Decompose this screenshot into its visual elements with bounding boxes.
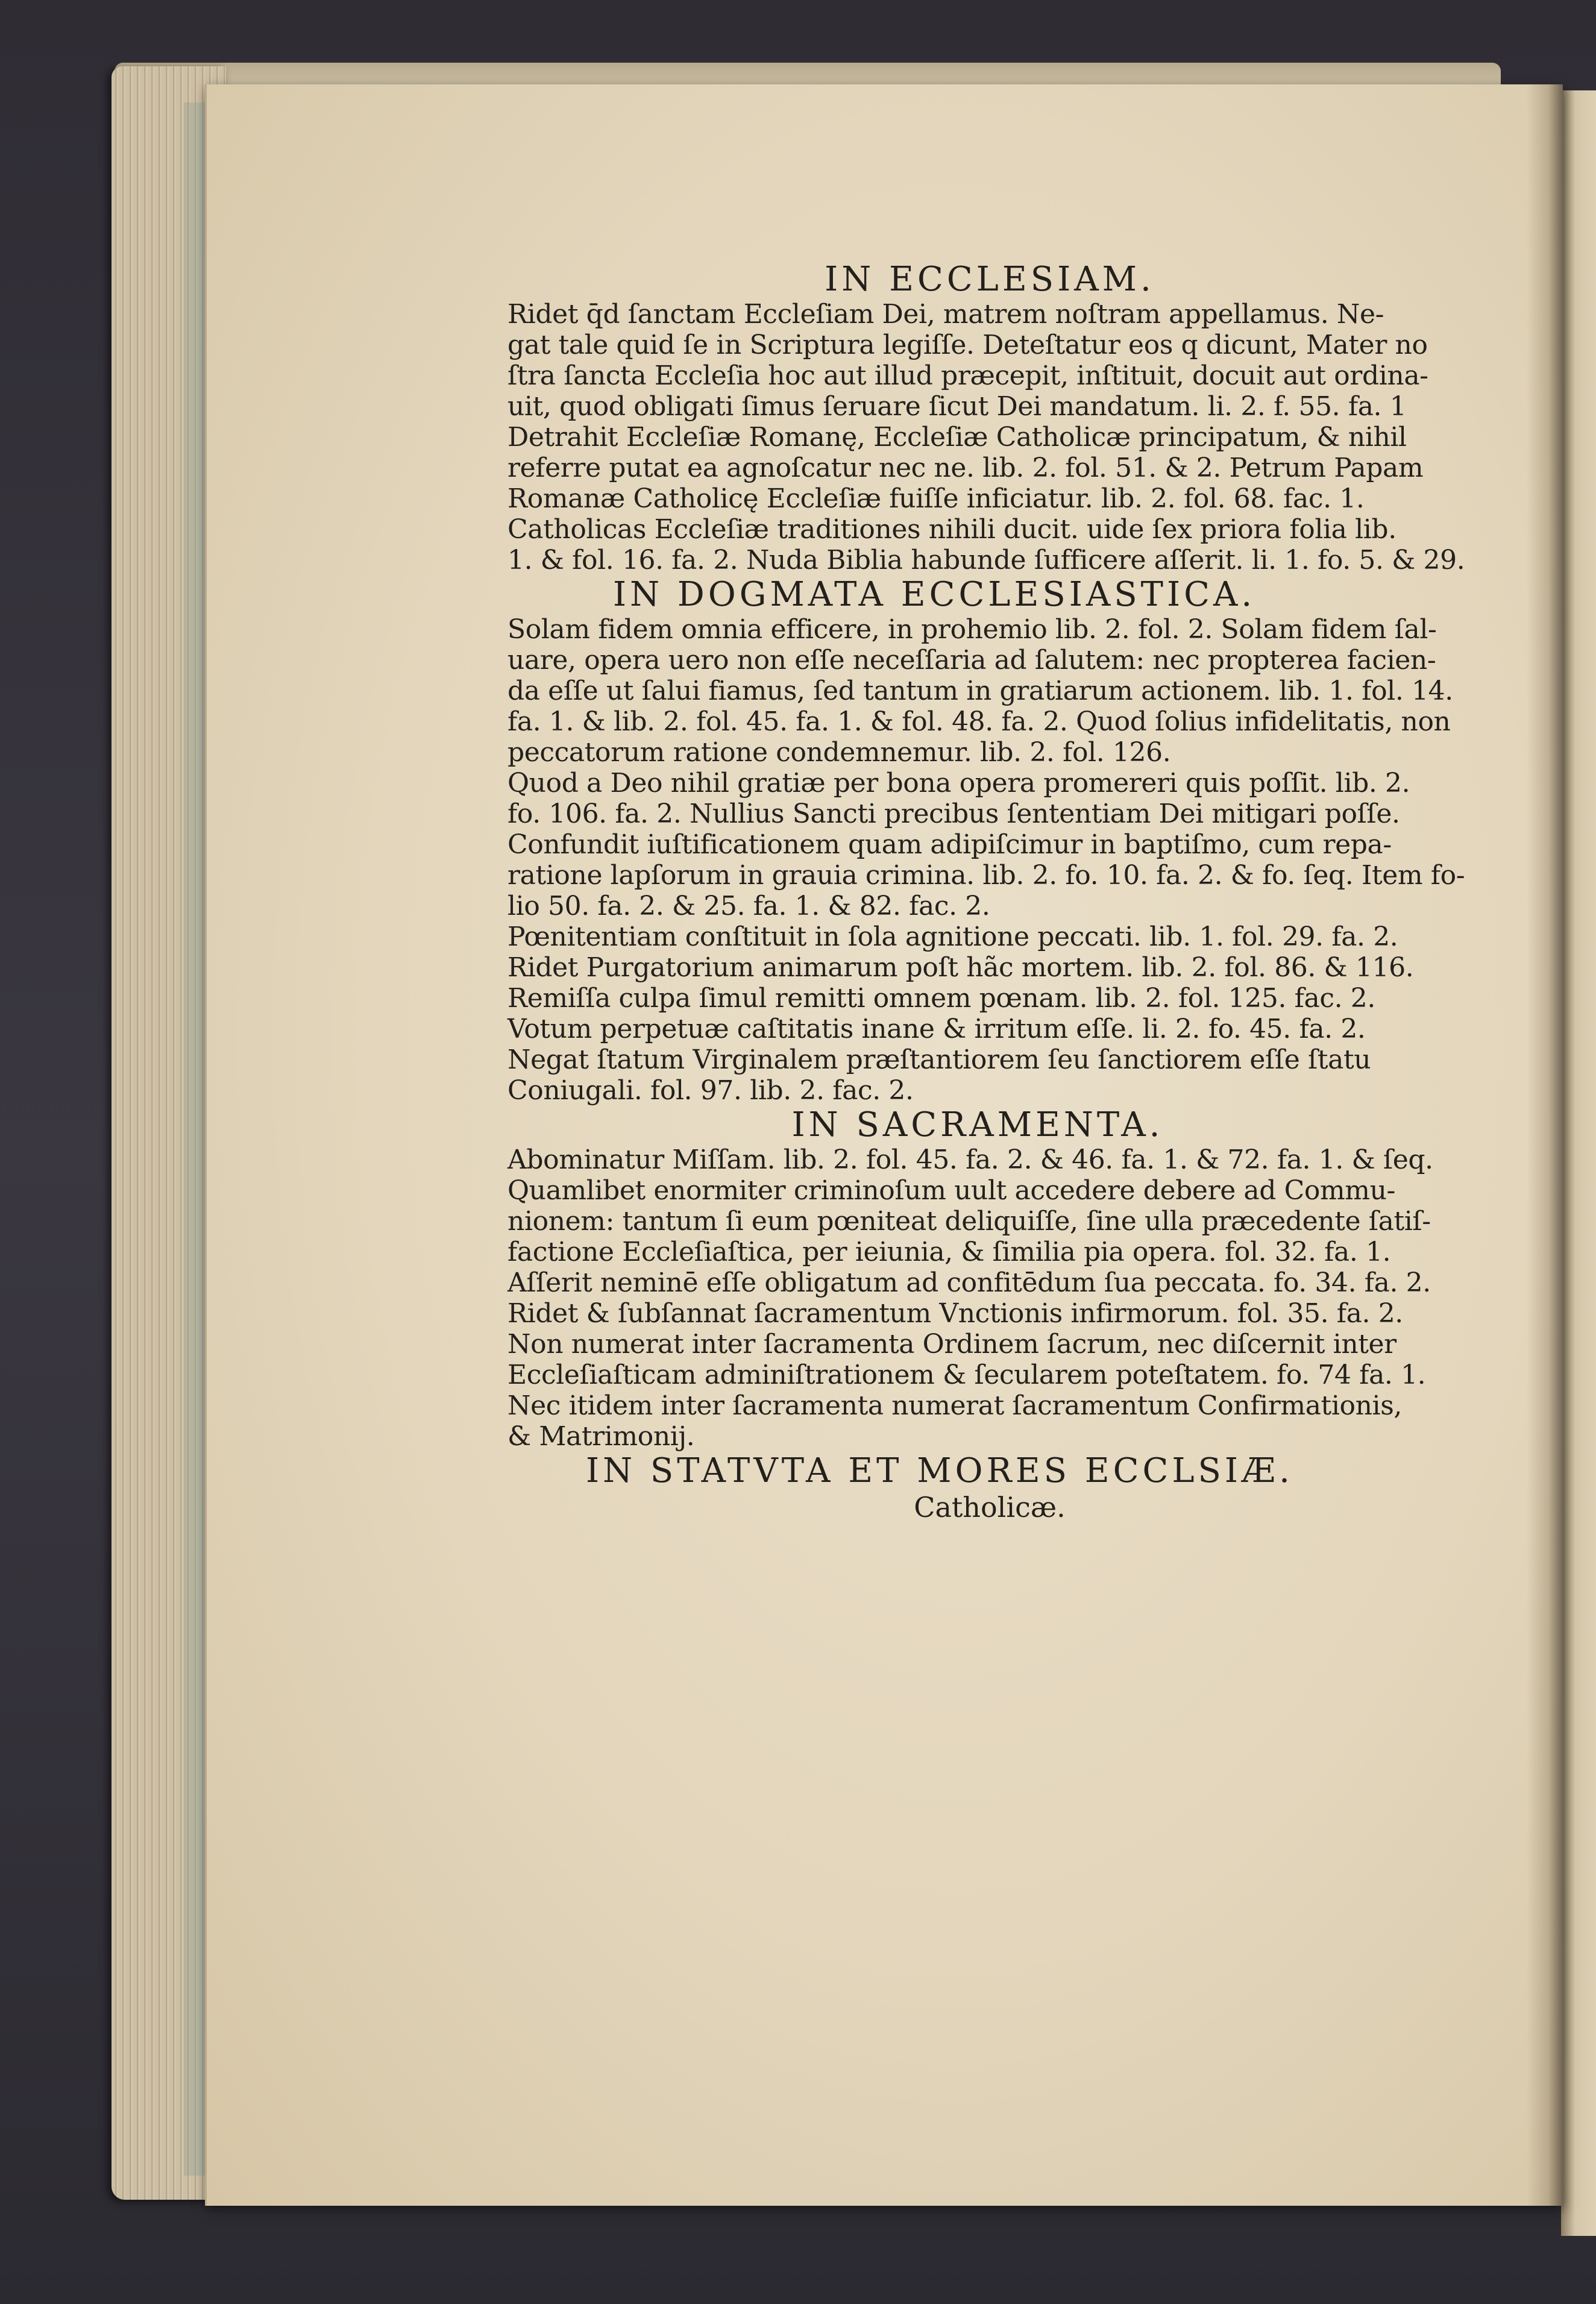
text-line: Ridet & ſubſannat ſacramentum Vnctionis infirmorum. fol. 35. fa. 2. [507, 1298, 1403, 1329]
text-line: referre putat ea agnoſcatur nec ne. lib. 2. fol. 51. & 2. Petrum Papam [507, 453, 1424, 483]
text-line: Negat ſtatum Virginalem præſtantiorem ſeu ſanctiorem eſſe ſtatu [507, 1044, 1371, 1075]
section-subheading: Catholicæ. [914, 1491, 1066, 1524]
text-line: Aſſerit neminē eſſe obligatum ad confitēdum ſua peccata. fo. 34. fa. 2. [507, 1267, 1431, 1298]
text-line: gat tale quid ſe in Scriptura legiſſe. Deteſtatur eos q dicunt, Mater no [507, 330, 1428, 360]
text-line: Ridet Purgatorium animarum poſt hãc mortem. lib. 2. fol. 86. & 116. [507, 952, 1414, 983]
facing-page-edge [1561, 90, 1596, 2236]
page-gutter-shadow [1527, 84, 1563, 2206]
text-line: Remiſſa culpa ſimul remitti omnem pœnam. lib. 2. fol. 125. fac. 2. [507, 983, 1375, 1014]
text-line: da eſſe ut ſalui fiamus, ſed tantum in gratiarum actionem. lib. 1. fol. 14. [507, 676, 1453, 706]
text-line: ſtra ſancta Eccleſia hoc aut illud præcepit, inſtituit, docuit aut ordina- [507, 360, 1428, 391]
text-block [507, 260, 1465, 1524]
text-line: nionem: tantum ſi eum pœniteat deliquiſſe, ſine ulla præcedente ſatiſ- [507, 1206, 1431, 1237]
text-line: Quod a Deo nihil gratiæ per bona opera promereri quis poſſit. lib. 2. [507, 768, 1410, 799]
section-heading-statuta: IN STATVTA ET MORES ECCLSIÆ. [586, 1451, 1293, 1490]
text-line: Quamlibet enormiter criminoſum uult accedere debere ad Commu- [507, 1175, 1396, 1206]
text-line: Romanæ Catholicę Eccleſiæ fuiſſe inficiatur. lib. 2. fol. 68. fac. 1. [507, 483, 1365, 514]
section-heading-ecclesiam: IN ECCLESIAM. [825, 260, 1155, 299]
text-line: Solam fidem omnia efficere, in prohemio lib. 2. fol. 2. Solam fidem ſal- [507, 614, 1437, 645]
text-line: Pœnitentiam conſtituit in ſola agnitione peccati. lib. 1. fol. 29. fa. 2. [507, 921, 1398, 952]
text-line: Detrahit Eccleſiæ Romanę, Eccleſiæ Catholicæ principatum, & nihil [507, 422, 1407, 453]
text-line: lio 50. fa. 2. & 25. fa. 1. & 82. fac. 2. [507, 891, 990, 921]
text-line: Ridet q̄d ſanctam Eccleſiam Dei, matrem noſtram appellamus. Ne- [507, 299, 1384, 330]
text-line: fo. 106. fa. 2. Nullius Sancti precibus ſententiam Dei mitigari poſſe. [507, 799, 1400, 829]
text-line: Coniugali. fol. 97. lib. 2. fac. 2. [507, 1075, 914, 1106]
text-line: factione Eccleſiaſtica, per ieiunia, & ſimilia pia opera. fol. 32. fa. 1. [507, 1237, 1391, 1267]
text-line: Non numerat inter ſacramenta Ordinem ſacrum, nec diſcernit inter [507, 1329, 1396, 1360]
text-line: fa. 1. & lib. 2. fol. 45. fa. 1. & fol. 48. fa. 2. Quod ſolius infidelitatis, non [507, 706, 1451, 737]
text-line: peccatorum ratione condemnemur. lib. 2. fol. 126. [507, 737, 1171, 768]
text-line: Eccleſiaſticam adminiſtrationem & ſecularem poteſtatem. fo. 74 fa. 1. [507, 1360, 1426, 1390]
text-line: ratione lapſorum in grauia crimina. lib. 2. fo. 10. fa. 2. & fo. ſeq. Item fo- [507, 860, 1465, 891]
text-line: uare, opera uero non eſſe neceſſaria ad ſalutem: nec propterea facien- [507, 645, 1436, 676]
text-line: Votum perpetuæ caſtitatis inane & irritum eſſe. li. 2. fo. 45. fa. 2. [507, 1014, 1366, 1044]
text-line: Catholicas Eccleſiæ traditiones nihili ducit. uide ſex priora folia lib. [507, 514, 1396, 545]
text-line: Confundit iuſtificationem quam adipiſcimur in baptiſmo, cum repa- [507, 829, 1392, 860]
section-heading-sacramenta: IN SACRAMENTA. [791, 1105, 1164, 1144]
text-line: Nec itidem inter ſacramenta numerat ſacramentum Confirmationis, [507, 1390, 1402, 1421]
text-line: Abominatur Miſſam. lib. 2. fol. 45. fa. 2. & 46. fa. 1. & 72. fa. 1. & ſeq. [507, 1144, 1433, 1175]
text-line: 1. & fol. 16. fa. 2. Nuda Biblia habunde ſufficere aſſerit. li. 1. fo. 5. & 29. [507, 545, 1465, 576]
text-line: uit, quod obligati ſimus ſeruare ſicut Dei mandatum. li. 2. f. 55. fa. 1 [507, 391, 1407, 422]
text-line: & Matrimonij. [507, 1421, 695, 1452]
section-heading-dogmata: IN DOGMATA ECCLESIASTICA. [613, 575, 1256, 614]
